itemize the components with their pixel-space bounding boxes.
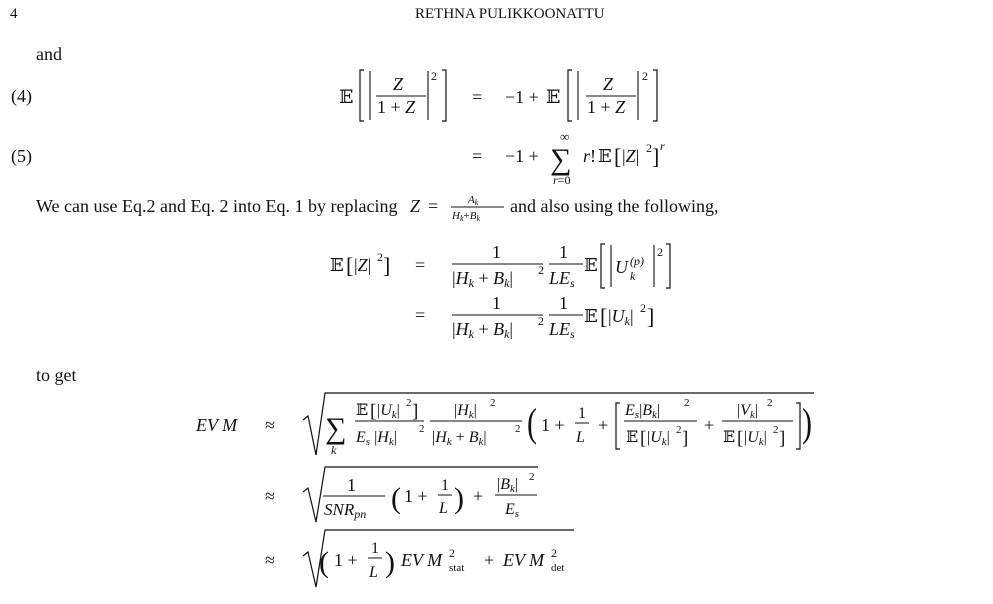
svg-text:Hk+Bk: Hk+Bk [452,210,481,223]
svg-text:𝔼: 𝔼 [584,306,598,326]
svg-text:−1 +: −1 + [505,87,539,107]
svg-text:2: 2 [529,471,535,483]
svg-text:1: 1 [371,540,379,557]
equation-evm [195,393,814,587]
svg-text:LEs: LEs [549,268,575,290]
svg-text:(: ( [319,546,329,579]
svg-text:𝔼: 𝔼 [339,87,354,108]
svg-text:]: ] [682,428,689,449]
svg-text:r: r [660,139,665,153]
svg-text:1: 1 [441,477,449,494]
svg-text:): ) [385,546,395,579]
svg-text:+: + [704,415,715,435]
svg-text:𝔼: 𝔼 [626,429,639,446]
text-and: and [36,44,62,64]
svg-text:[: [ [370,401,377,422]
svg-text:2: 2 [419,423,425,435]
svg-text:Ak: Ak [468,194,479,207]
svg-text:|Uk|: |Uk| [647,429,670,448]
svg-text:2: 2 [551,546,557,560]
equation-4 [339,69,657,121]
svg-text:1: 1 [578,405,586,422]
svg-text:=: = [472,146,483,166]
svg-text:1: 1 [492,242,501,262]
svg-text:k: k [630,269,636,283]
svg-text:2: 2 [684,397,690,409]
svg-text:∞: ∞ [560,129,570,144]
svg-text:1: 1 [492,293,501,313]
svg-text:2: 2 [449,546,455,560]
svg-text:=: = [472,87,483,107]
svg-text:|Bk|: |Bk| [497,476,519,495]
svg-text:|Uk|: |Uk| [377,402,400,421]
svg-text:EV M: EV M [401,550,443,570]
svg-text:L: L [439,500,448,517]
svg-text:≈: ≈ [265,486,275,506]
svg-text:=: = [415,305,426,325]
equation-5 [472,129,665,187]
svg-text:2: 2 [642,69,648,83]
svg-text:SNRpn: SNRpn [324,500,367,521]
svg-text:|Vk|: |Vk| [737,402,759,421]
svg-text:2: 2 [431,69,437,83]
svg-text:𝔼: 𝔼 [598,146,612,166]
svg-text:𝔼: 𝔼 [356,402,369,419]
svg-text:1: 1 [559,242,568,262]
svg-text:k: k [331,443,337,457]
svg-text:∑: ∑ [550,143,572,176]
sentence-prefix: We can use Eq.2 and Eq. 2 into Eq. 1 by replacing [36,196,398,216]
svg-text:Z: Z [603,74,614,94]
svg-text:L: L [576,429,585,446]
svg-text:=: = [415,255,426,275]
equation-z-moment [330,242,670,341]
svg-text:2: 2 [773,424,779,436]
svg-text:2: 2 [538,314,544,328]
svg-text:1: 1 [559,293,568,313]
svg-text:𝔼: 𝔼 [723,429,736,446]
svg-text:1 +: 1 + [404,486,428,506]
svg-text:≈: ≈ [265,550,275,570]
page-number: 4 [10,6,18,22]
svg-text:2: 2 [640,301,646,315]
sentence-suffix: and also using the following, [510,196,719,216]
svg-text:r!: r! [583,146,597,166]
svg-text:]: ] [412,401,419,422]
svg-text:]: ] [647,304,655,329]
svg-text:Z: Z [393,74,404,94]
svg-text:|Hk + Bk|: |Hk + Bk| [432,429,487,448]
svg-text:): ) [802,399,812,446]
svg-text:2: 2 [406,397,412,409]
svg-text:𝔼: 𝔼 [546,87,561,108]
svg-text:=: = [428,196,439,216]
svg-text:≈: ≈ [265,415,275,435]
svg-text:+: + [473,486,484,506]
svg-text:𝔼: 𝔼 [584,255,598,275]
svg-text:2: 2 [377,250,383,264]
svg-text:1 + Z: 1 + Z [587,97,626,117]
svg-text:1 +: 1 + [541,415,565,435]
svg-text:Es|Bk|: Es|Bk| [625,402,661,421]
svg-text:1 + Z: 1 + Z [377,97,416,117]
svg-text:∑: ∑ [325,412,347,445]
svg-text:]: ] [383,253,391,278]
svg-text:2: 2 [515,423,521,435]
svg-text:|Z|: |Z| [354,255,372,275]
svg-text:L: L [369,564,378,581]
svg-text:(: ( [391,482,401,515]
svg-text:(: ( [527,399,537,446]
svg-text:𝔼: 𝔼 [330,255,344,275]
svg-text:|Hk + Bk|: |Hk + Bk| [452,268,514,290]
svg-text:stat: stat [449,562,465,574]
svg-text:[: [ [614,144,622,169]
svg-text:2: 2 [657,245,663,259]
svg-text:]: ] [779,428,786,449]
svg-text:|Uk|: |Uk| [744,429,767,448]
svg-text:]: ] [652,144,660,169]
svg-text:Z: Z [410,196,421,216]
svg-text:+: + [598,415,609,435]
inline-substitution [410,194,504,223]
svg-text:U: U [615,257,628,277]
svg-text:2: 2 [767,397,773,409]
equation-number-4: (4) [11,86,32,106]
svg-text:|Hk + Bk|: |Hk + Bk| [452,319,514,341]
svg-text:1: 1 [347,475,356,495]
svg-text:Es |Hk|: Es |Hk| [356,429,397,448]
svg-text:1 +: 1 + [334,550,358,570]
svg-text:det: det [551,562,565,574]
svg-text:[: [ [600,304,608,329]
svg-text:2: 2 [646,141,652,155]
running-head: RETHNA PULIKKOONATTU [415,6,605,22]
equation-number-5: (5) [11,146,32,166]
svg-text:LEs: LEs [549,319,575,341]
svg-text:r=0: r=0 [553,173,571,187]
svg-text:+: + [484,550,495,570]
svg-text:2: 2 [490,397,496,409]
svg-text:): ) [454,482,464,515]
svg-text:[: [ [640,428,647,449]
svg-text:EV M: EV M [196,415,238,435]
svg-text:|Uk|: |Uk| [608,306,634,328]
svg-text:(p): (p) [630,254,644,268]
svg-text:2: 2 [676,424,682,436]
svg-text:EV M: EV M [503,550,545,570]
svg-text:2: 2 [538,263,544,277]
text-to-get: to get [36,365,77,385]
svg-text:Es: Es [505,501,520,520]
svg-text:−1 +: −1 + [505,146,539,166]
svg-text:|Hk|: |Hk| [454,402,477,421]
svg-text:[: [ [346,253,354,278]
svg-text:|Z|: |Z| [622,146,640,166]
svg-text:[: [ [737,428,744,449]
